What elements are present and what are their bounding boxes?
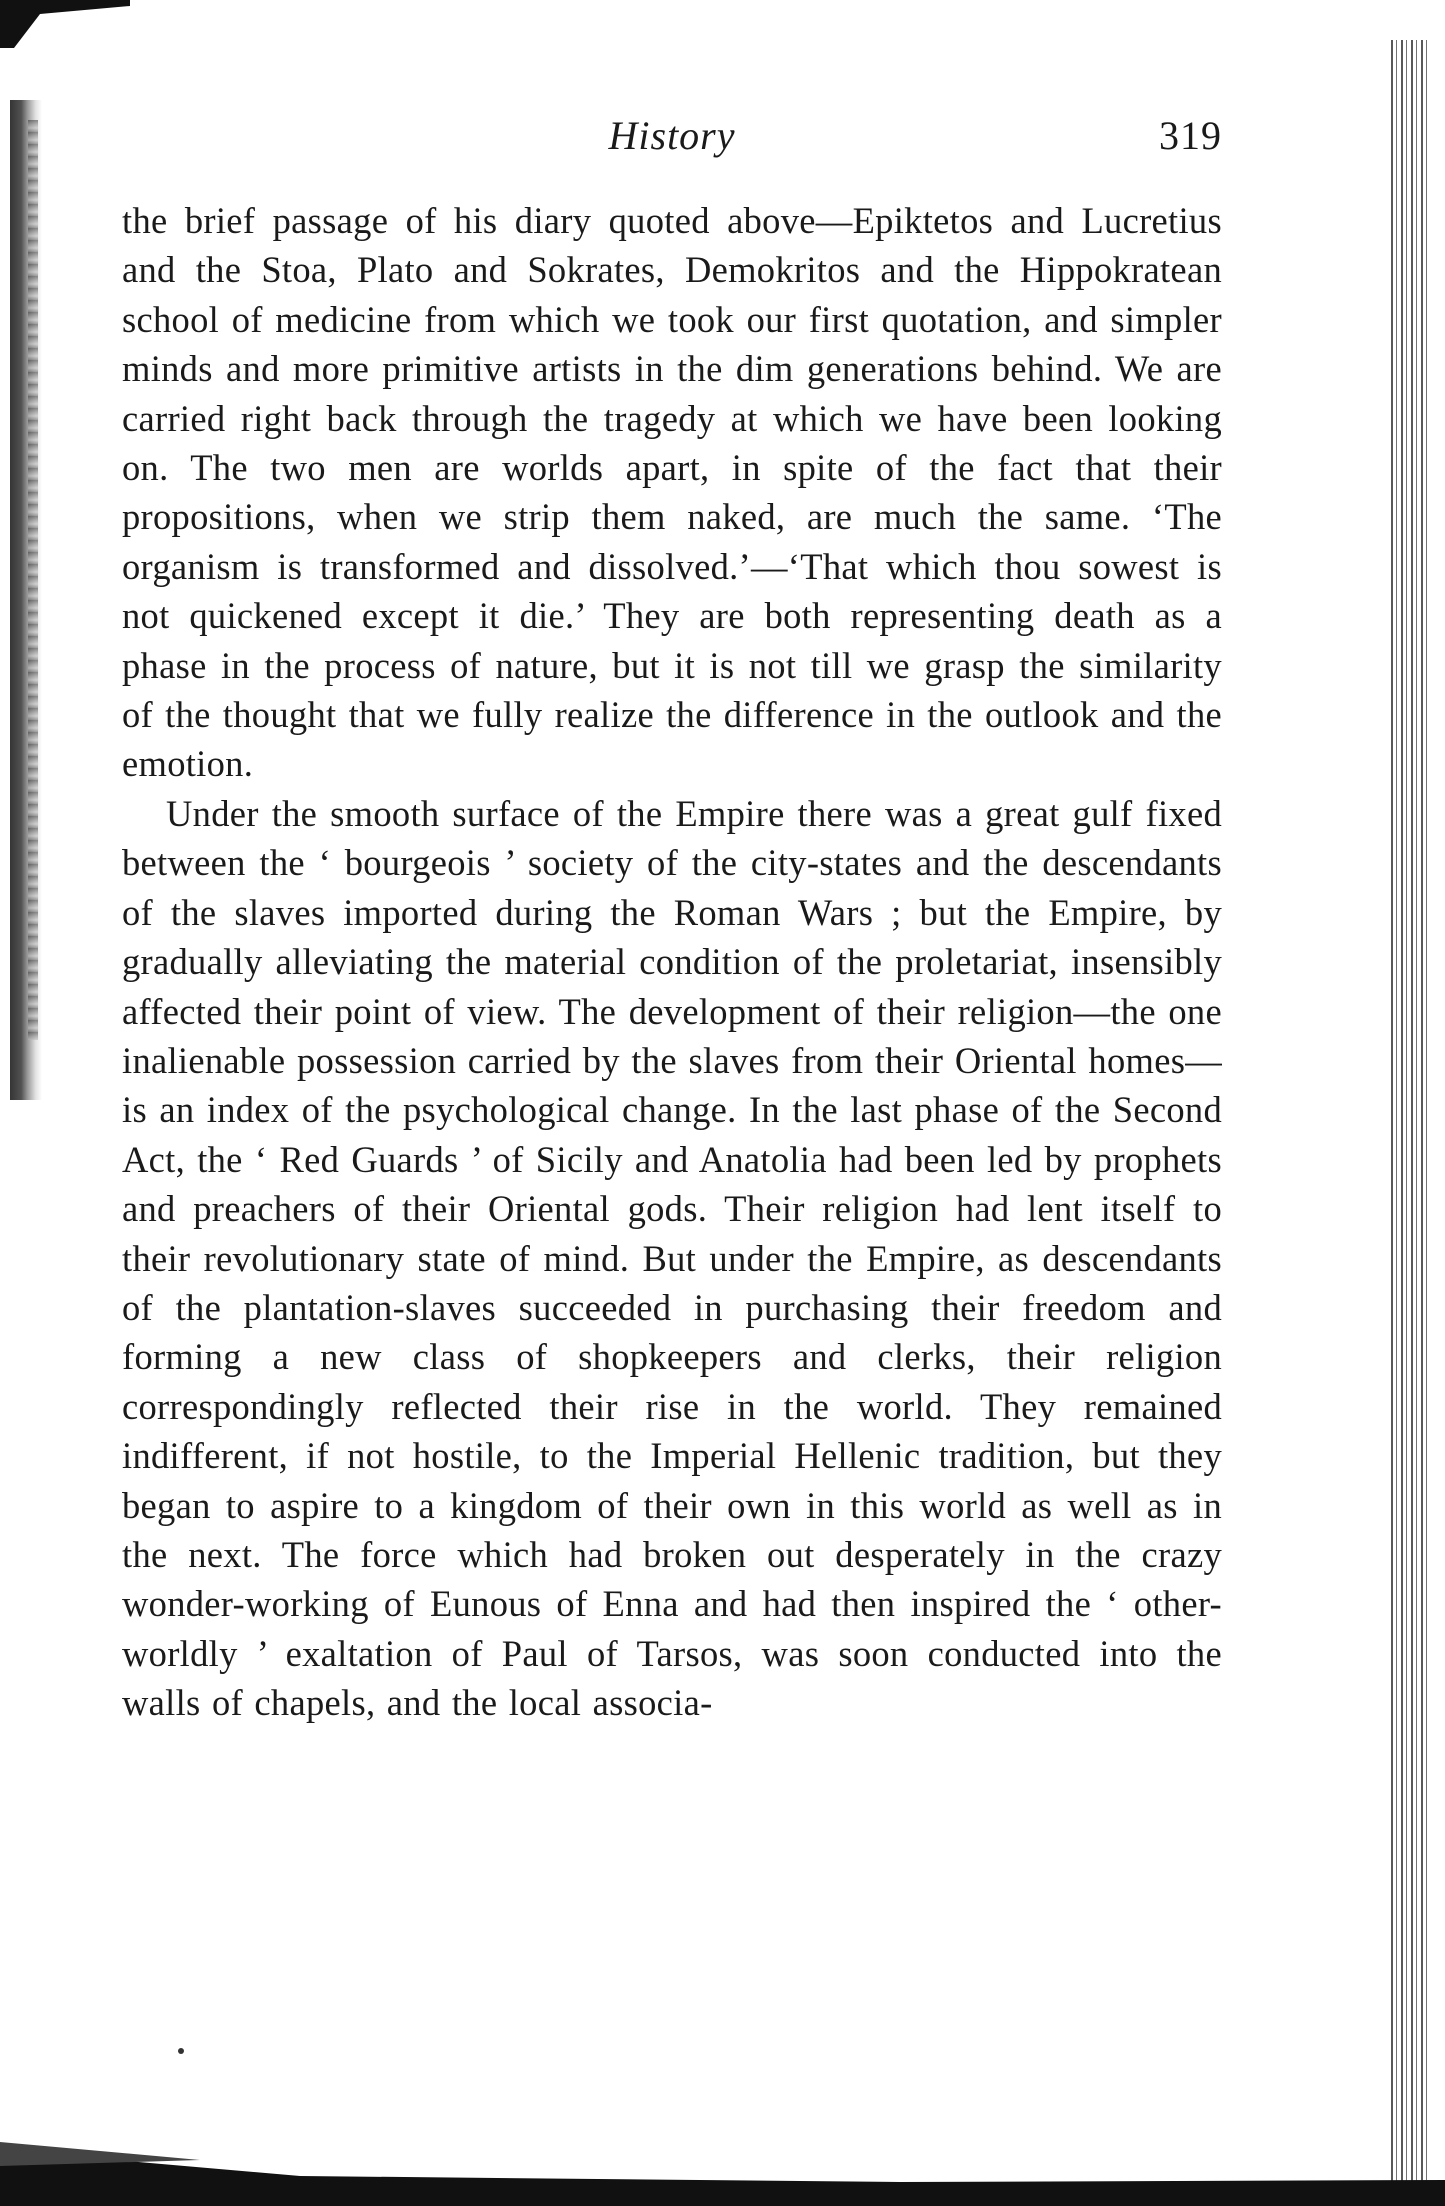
scan-dot-mark: [178, 2048, 184, 2054]
scan-bottom-edge: [0, 2136, 1445, 2206]
scan-corner-mark: [0, 0, 130, 48]
page-number: 319: [1159, 113, 1222, 158]
book-page: [122, 112, 1222, 1728]
running-head: [122, 112, 1222, 182]
scan-binding-texture: [28, 120, 38, 1040]
running-title: History: [608, 113, 736, 158]
paragraph-1: the brief passage of his diary quoted above—Epiktetos and Lucretius and the Stoa, Plato and Sokrates, Demokritos and the Hippokratean school of medicine from which we took our first quotation, and simpler minds and more primitive artists in the dim generations behind. We are carried right back through the tragedy at which we have been looking on. The two men are worlds apart, in spite of the fact that their propositions, when we strip them naked, are much the same. ‘The organism is transformed and dissolved.’—‘That which thou sowest is not quickened except it die.’ They are both representing death as a phase in the process of nature, but it is not till we grasp the similarity of the thought that we fully realize the difference in the outlook and the emotion.: [122, 200, 1222, 785]
scan-page-edge-lines: [1391, 40, 1431, 2200]
body-text: [122, 196, 1222, 1728]
paragraph-2: Under the smooth surface of the Empire there was a great gulf fixed between the ‘ bourgeois ’ society of the city-states and the descendants of the slaves imported during the Roman Wars ; but the Empire, by gradually alleviating the material condition of the proletariat, insensibly affected their point of view. The development of their religion—the one inalienable possession carried by the slaves from their Oriental homes—is an index of the psychological change. In the last phase of the Second Act, the ‘ Red Guards ’ of Sicily and Anatolia had been led by prophets and preachers of their Oriental gods. Their religion had lent itself to their revolutionary state of mind. But under the Empire, as descendants of the plantation-slaves succeeded in purchasing their freedom and forming a new class of shopkeepers and clerks, their religion correspondingly reflected their rise in the world. They remained indifferent, if not hostile, to the Imperial Hellenic tradition, but they began to aspire to a kingdom of their own in this world as well as in the next. The force which had broken out desperately in the crazy wonder-working of Eunous of Enna and had then inspired the ‘ other-worldly ’ exaltation of Paul of Tarsos, was soon conducted into the walls of chapels, and the local associa-: [122, 792, 1222, 1724]
